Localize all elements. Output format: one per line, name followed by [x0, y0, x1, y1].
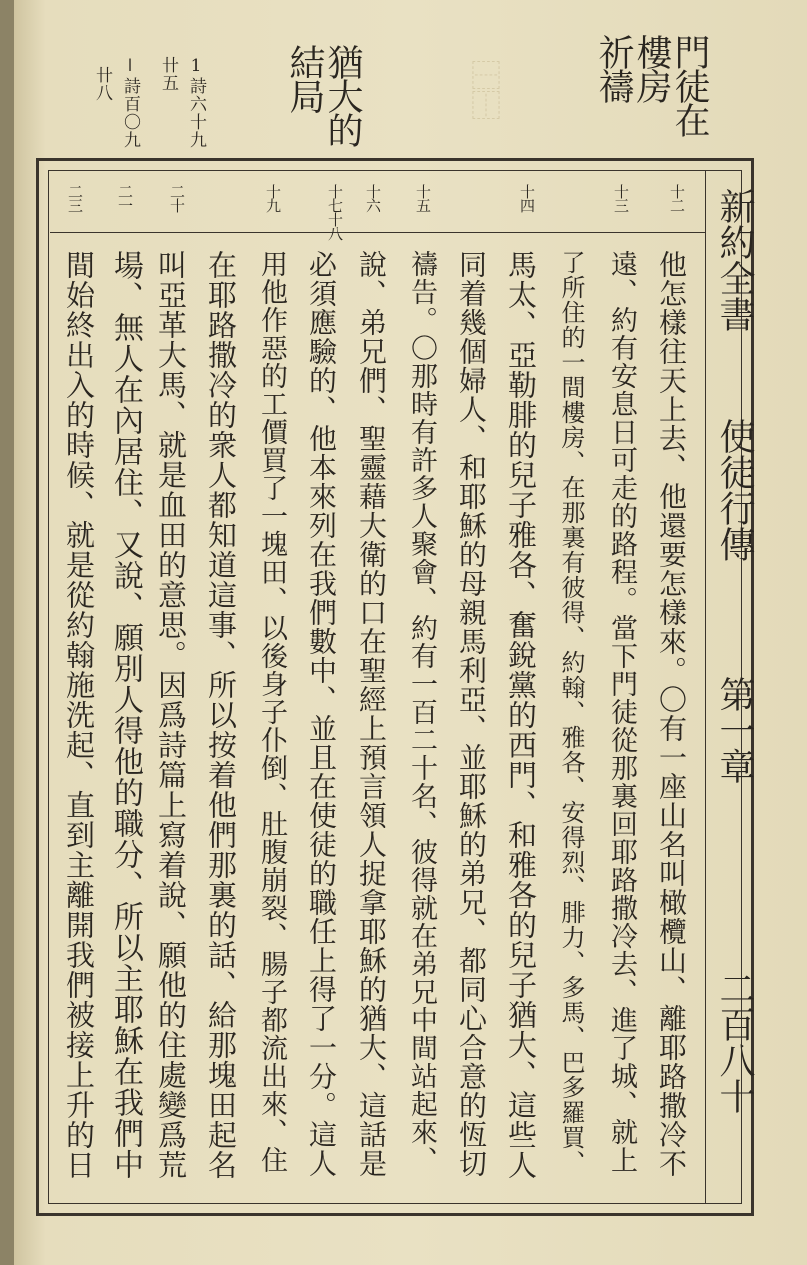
text-column: 用他作惡的工價買了一塊田、以後身子仆倒、肚腹崩裂、腸子都流出來、住: [256, 250, 287, 1174]
verse-number: 十二: [668, 184, 686, 212]
text-column: 間始終出入的時候、就是從約翰施洗起、直到主離開我們被接上升的日: [62, 250, 96, 1180]
verse-number: 十四: [518, 184, 536, 212]
book-spine: [0, 0, 14, 1265]
book-name: 使徒行傳: [714, 418, 755, 562]
text-column: 必須應驗的、他本來列在我們數中、並且在使徒的職任上得了一分。這人: [305, 250, 338, 1178]
verse-number-rule: [50, 232, 706, 233]
book-title: 新約全書: [714, 188, 755, 332]
margin-note: 門徒在: [669, 34, 710, 136]
text-column: 說、弟兄們、聖靈藉大衛的口在聖經上預言領人捉拿耶穌的猶大、這話是: [355, 250, 388, 1178]
text-column: 場、無人在內居住、又說、願別人得他的職分、所以主耶穌在我們中: [108, 250, 143, 1180]
verse-number: 十五: [414, 184, 432, 212]
margin-note: 猶大的: [322, 44, 363, 146]
margin-note: 樓房: [631, 34, 672, 102]
text-column: 遠、約有安息日可走的路程。當下門徒從那裏回耶路撒冷去、進了城、就上: [606, 250, 637, 1174]
verse-number: 二一: [116, 184, 134, 212]
text-column: 在耶路撒冷的衆人都知道這事、所以按着他們那裏的話、給那塊田起名: [204, 250, 238, 1180]
text-column: 馬太、亞勒腓的兒子雅各、奮銳黨的西門、和雅各的兒子猶大、這些人: [504, 250, 538, 1180]
verse-number: 十七十八: [326, 184, 344, 240]
verse-number: 十九: [264, 184, 282, 212]
margin-note: 祈禱: [593, 34, 634, 102]
margin-note: 結局: [284, 44, 325, 112]
margin-reference: 卄八: [92, 66, 112, 102]
margin-reference: 卄五: [158, 56, 178, 92]
text-column: 了所住的一間樓房、在那裏有彼得、約翰、雅各、安得烈、腓力、多馬、巴多羅買、: [557, 250, 585, 1175]
verse-number: 二十: [168, 184, 186, 212]
verse-number: 十六: [364, 184, 382, 212]
margin-reference: ǀ詩百〇九: [120, 56, 140, 149]
header-rule: [705, 170, 706, 1204]
verse-number: 十三: [612, 184, 630, 212]
text-column: 叫亞革大馬、就是血田的意思。因爲詩篇上寫着說、願他的住處變爲荒: [154, 250, 188, 1180]
text-column: 同着幾個婦人、和耶穌的母親馬利亞、並耶穌的弟兄、都同心合意的恆切: [455, 250, 488, 1178]
margin-reference: 1詩六十九: [186, 56, 206, 149]
text-column: 他怎樣往天上去、他還要怎樣來。〇有一座山名叫橄欖山、離耶路撒冷不: [655, 250, 688, 1178]
verse-number: 二三: [66, 184, 84, 212]
chapter-label: 第一章: [714, 676, 755, 784]
bleed-through-text: ⿱⿰: [465, 60, 500, 120]
text-column: 禱告。〇那時有許多人聚會、約有一百二十名、彼得就在弟兄中間站起來、: [406, 250, 437, 1174]
page-number: 二百八十: [714, 970, 755, 1114]
